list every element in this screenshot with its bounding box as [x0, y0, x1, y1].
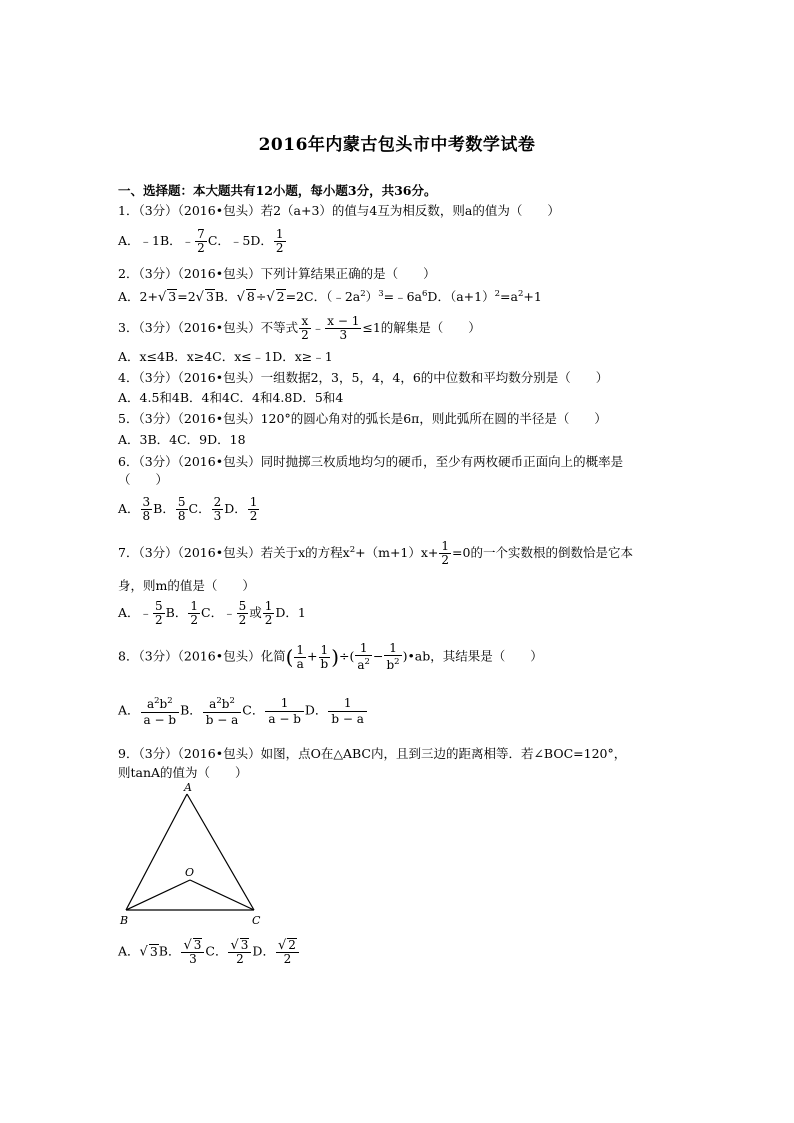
- fraction: $\frac{x}{2}$: [301, 314, 309, 342]
- question-9-stem-cont: 则tanA的值为（ ）: [118, 765, 248, 780]
- fraction: $\frac{1}{b - a}$: [328, 696, 367, 727]
- question-1-stem: 1．（3分）（2016•包头）若2（a+3）的值与4互为相反数，则a的值为（ ）: [118, 203, 560, 218]
- label-o: O: [185, 866, 195, 879]
- question-4-options: A．4.5和4B．4和4C．4和4.8D．5和4: [118, 390, 344, 405]
- question-5-options: A．3B．4C．9D．18: [118, 432, 246, 447]
- side-ac: [187, 794, 254, 910]
- side-ab: [126, 794, 187, 910]
- fraction: $\frac{1}{2}$: [190, 599, 198, 627]
- question-8-stem: 8．（3分）（2016•包头）化简( $\frac{1}{a}$ + $\frac{1}{b}$ )÷( $\frac{1}{a^2}$ − $\frac{1}{b^2}$ )•ab，其结果是（ ）: [118, 641, 543, 672]
- label-a: A: [184, 781, 192, 794]
- fraction: $\frac{1}{b^2}$: [386, 641, 400, 672]
- question-2-options: A．2+√ 3=2√ 3B．√ 8÷√ 2=2C．$(﹣2a^2)^3=﹣6a^6D$．$(a+1)^2=a^2+1$: [118, 289, 542, 305]
- fraction: $\frac{7}{2}$: [197, 227, 205, 255]
- question-4-stem: 4．（3分）（2016•包头）一组数据2，3，5，4，4，6的中位数和平均数分别是（ ）: [118, 370, 609, 385]
- fraction: $\frac{5}{8}$: [177, 495, 186, 523]
- question-6-options: A． $\frac{3}{8}$ B． $\frac{5}{8}$ C． $\frac{2}{3}$ D． $\frac{1}{2}$: [118, 495, 258, 523]
- fraction: $\frac{5}{2}$: [155, 599, 163, 627]
- fraction: $\frac{1}{2}$: [249, 495, 258, 523]
- question-9-stem: 9．（3分）（2016•包头）如图，点O在△ABC内，且到三边的距离相等．若∠BOC=120°，: [118, 746, 627, 761]
- fraction: $\frac{√ 3}{2}$: [228, 938, 251, 966]
- question-9-options: A．√ 3B． $\frac{√ 3}{3}$ C． $\frac{√ 3}{2}$ D． $\frac{√ 2}{2}$: [118, 938, 300, 966]
- question-3-stem: 3．（3分）（2016•包头）不等式 $\frac{x}{2}$ ﹣ $\frac{x - 1}{3}$ ≤1的解集是（ ）: [118, 314, 481, 342]
- label-c: C: [252, 914, 261, 927]
- page-title: 2016年内蒙古包头市中考数学试卷: [258, 135, 536, 155]
- fraction: $\frac{2}{3}$: [213, 495, 222, 523]
- question-6-stem-cont: （ ）: [118, 472, 169, 487]
- fraction: $\frac{√ 2}{2}$: [276, 938, 299, 966]
- fraction: $\frac{1}{2}$: [441, 539, 450, 567]
- question-3-options: A．x≤4B．x≥4C．x≤﹣1D．x≥﹣1: [118, 349, 333, 364]
- question-7-stem-cont: 身，则m的值是（ ）: [118, 578, 255, 593]
- fraction: $\frac{a^2b^2}{a - b}$: [141, 694, 180, 728]
- fraction: $\frac{1}{b}$: [320, 642, 329, 671]
- fraction: $\frac{1}{2}$: [275, 227, 284, 255]
- label-b: B: [120, 914, 129, 927]
- fraction: $\frac{1}{a}$: [296, 642, 305, 671]
- section-heading: 一、选择题：本大题共有12小题，每小题3分，共36分。: [118, 183, 437, 198]
- triangle-figure: [112, 780, 272, 930]
- fraction: $\frac{√ 3}{3}$: [181, 938, 204, 966]
- fraction: $\frac{a^2b^2}{b - a}$: [203, 694, 242, 728]
- question-6-stem: 6．（3分）（2016•包头）同时抛掷三枚质地均匀的硬币，至少有两枚硬币正面向上的概率是: [118, 454, 624, 469]
- question-2-stem: 2．（3分）（2016•包头）下列计算结果正确的是（ ）: [118, 266, 436, 281]
- segment-ob: [126, 880, 190, 910]
- question-5-stem: 5．（3分）（2016•包头）120°的圆心角对的弧长是6π，则此弧所在圆的半径是（ ）: [118, 411, 607, 426]
- fraction: $\frac{1}{a - b}$: [265, 696, 304, 727]
- question-1-options: A．﹣1B．﹣ $\frac{7}{2}$ C．﹣5D． $\frac{1}{2}$: [118, 227, 284, 255]
- fraction: $\frac{x - 1}{3}$: [327, 314, 360, 342]
- segment-oc: [190, 880, 254, 910]
- question-8-options: A． $\frac{a^2b^2}{a - b}$ B． $\frac{a^2b^2}{b - a}$ C． $\frac{1}{a - b}$ D． $\frac{1}{b - a}$: [118, 694, 368, 728]
- fraction: $\frac{1}{a^2}$: [357, 641, 370, 672]
- fraction: $\frac{1}{2}$: [264, 599, 273, 627]
- fraction: $\frac{3}{8}$: [142, 495, 151, 523]
- question-7-options: A．﹣ $\frac{5}{2}$ B． $\frac{1}{2}$ C．﹣ $\frac{5}{2}$ 或 $\frac{1}{2}$ D．1: [118, 599, 306, 627]
- fraction: $\frac{5}{2}$: [238, 599, 247, 627]
- question-7-stem: 7．（3分）（2016•包头）若关于x的方程$x^2+(m+1)x+$ $\frac{1}{2}$ =0的一个实数根的倒数恰是它本: [118, 539, 633, 567]
